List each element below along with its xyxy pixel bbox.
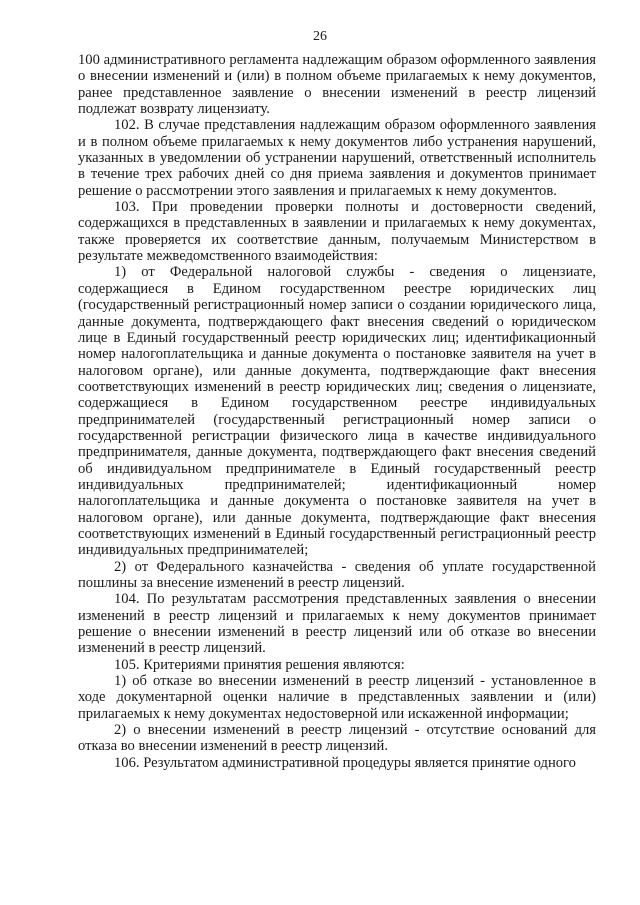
page-number: 26 xyxy=(313,29,327,44)
paragraph-105-item-1: 1) об отказе во внесении изменений в реестр лицензий - установленное в ходе документарной оценки наличие в представленных заявлении и (или) прилагаемых к нему документах недостоверной или искаженной информации; xyxy=(78,673,596,722)
paragraph-104: 104. По результатам рассмотрения представленных заявления о внесении изменений в реестр лицензий и прилагаемых к нему документов принимает решение о внесении изменений в реестр лицензий или об отказе во внесении изменений в реестр лицензий. xyxy=(78,591,596,657)
paragraph-103-item-2: 2) от Федерального казначейства - сведения об уплате государственной пошлины за внесение изменений в реестр лицензий. xyxy=(78,558,596,591)
paragraph-102: 102. В случае представления надлежащим образом оформленного заявления и в полном объеме прилагаемых к нему документов либо устранения нарушений, указанных в уведомлении об устранении нарушений, ответственный исполнитель в течение трех рабочих дней со дня приема заявления и документов принимает решение о рассмотрении этого заявления и прилагаемых к нему документов. xyxy=(78,117,596,199)
paragraph-105: 105. Критериями принятия решения являются: xyxy=(114,656,405,673)
paragraph-105-item-2: 2) о внесении изменений в реестр лицензий - отсутствие оснований для отказа во внесении изменений в реестр лицензий. xyxy=(78,722,596,755)
document-body xyxy=(78,52,596,771)
paragraph-103: 103. При проведении проверки полноты и достоверности сведений, содержащихся в представленных в заявлении и прилагаемых к нему документах, также проверяется их соответствие данным, получаемым Министерством в результате межведомственного взаимодействия: xyxy=(78,199,596,265)
paragraph-103-item-1: 1) от Федеральной налоговой службы - сведения о лицензиате, содержащиеся в Едином государственном реестре юридических лиц (государственный регистрационный номер записи о создании юридического лица, данные документа, подтверждающего факт внесения сведений о юридическом лице в Единый государственный реестр юридических лиц; идентификационный номер налогоплательщика и данные документа о постановке заявителя на учет в налоговом органе), или данные документа, подтверждающие факт внесения соответствующих изменений в реестр юридических лиц; сведения о лицензиате, содержащиеся в Едином государственном реестре индивидуальных предпринимателей (государственный регистрационный номер записи о государственной регистрации физического лица в качестве индивидуального предпринимателя, данные документа, подтверждающего факт внесения сведений об индивидуальном предпринимателе в Единый государственный реестр индивидуальных предпринимателей; идентификационный номер налогоплательщика и данные документа о постановке заявителя на учет в налоговом органе), или данные документа, подтверждающие факт внесения соответствующих изменений в Единый государственный регистрационный реестр индивидуальных предпринимателей; xyxy=(78,264,596,559)
paragraph-continued: 100 административного регламента надлежащим образом оформленного заявления о внесении изменений и (или) в полном объеме прилагаемых к нему документов, ранее представленное заявление о внесении изменений в реестр лицензий подлежат возврату лицензиату. xyxy=(78,52,596,118)
paragraph-106: 106. Результатом административной процедуры является принятие одного xyxy=(114,754,576,771)
